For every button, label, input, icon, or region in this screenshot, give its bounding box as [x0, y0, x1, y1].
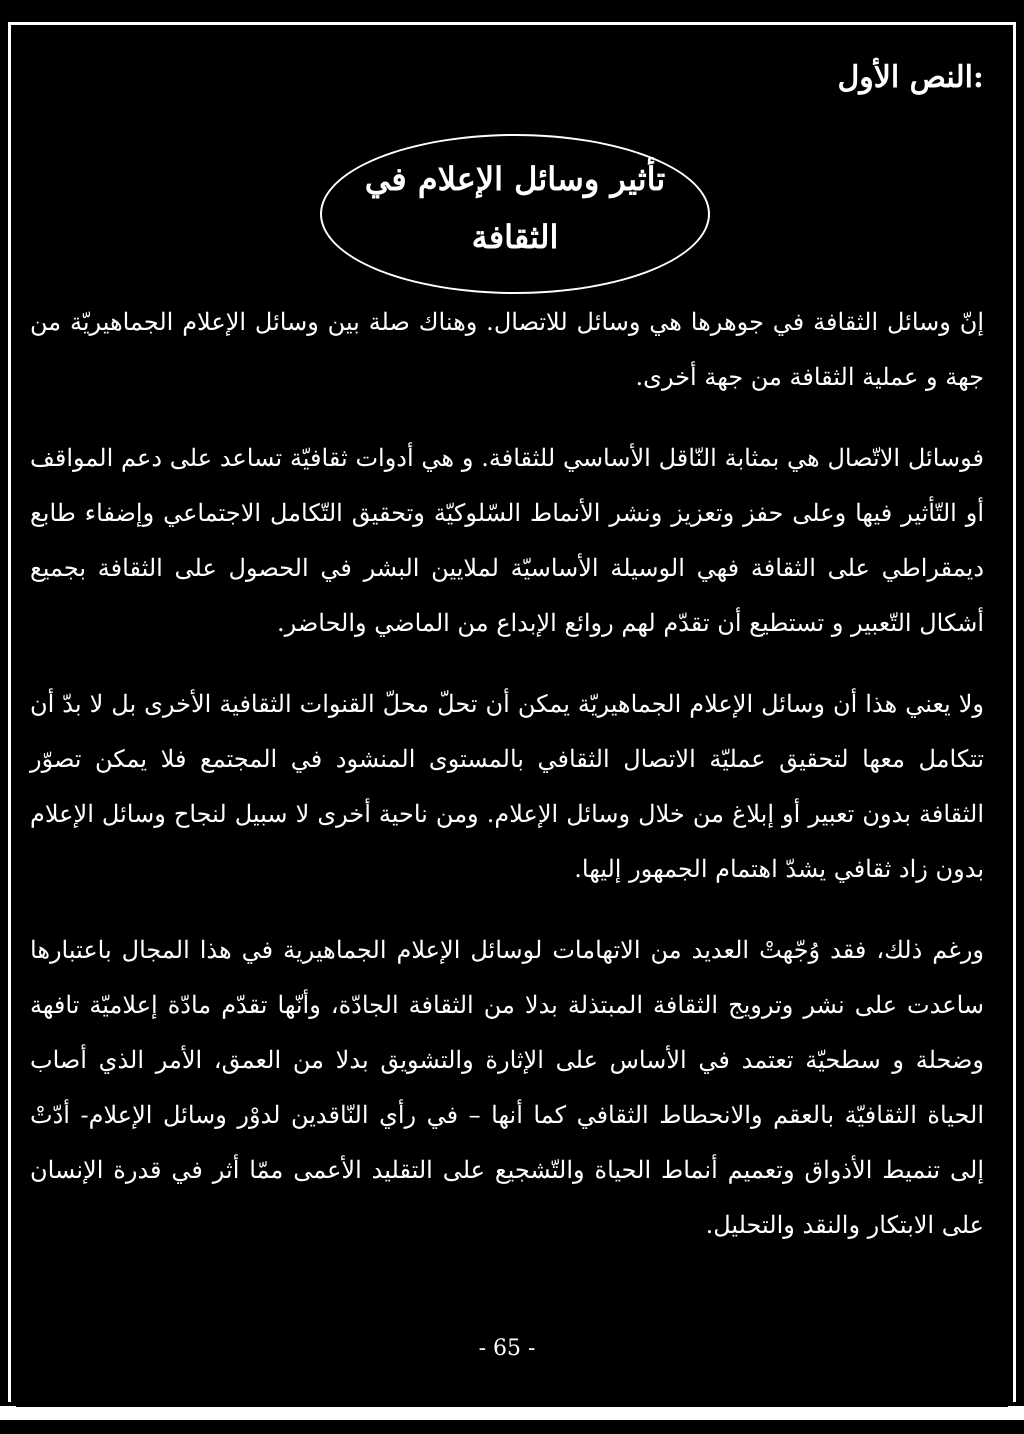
top-border-band [0, 0, 1024, 22]
paragraph-1: إنّ وسائل الثقافة في جوهرها هي وسائل للاتصال. وهناك صلة بين وسائل الإعلام الجماهيريّة من جهة و عملية الثقافة من جهة أخرى. [30, 308, 984, 391]
paragraph-3: ولا يعني هذا أن وسائل الإعلام الجماهيريّة يمكن أن تحلّ محلّ القنوات الثقافية الأخرى بل لا بدّ أن تتكامل معها لتحقيق عمليّة الاتصال الثقافي بالمستوى المنشود في المجتمع فلا يمكن تصوّر الثقافة بدون تعبير أو إبلاغ من خلال وسائل الإعلام. ومن ناحية أخرى لا سبيل لنجاح وسائل الإعلام بدون زاد ثقافي يشدّ اهتمام الجمهور إليها. [30, 690, 984, 883]
document-page [30, 40, 984, 1394]
left-border-line [8, 22, 11, 1402]
bottom-border-band [0, 1406, 1024, 1420]
right-border-line [1013, 22, 1016, 1402]
page-number: - 65 - [478, 1336, 536, 1361]
top-border-line [8, 22, 1016, 25]
paragraph-4: ورغم ذلك، فقد وُجّهتْ العديد من الاتهامات لوسائل الإعلام الجماهيرية في هذا المجال باعتبارها ساعدت على نشر وترويج الثقافة المبتذلة بدلا من الثقافة الجادّة، وأنّها تقدّم مادّة إعلاميّة تافهة وضحلة و سطحيّة تعتمد في الأساس على الإثارة والتشويق بدلا من العمق، الأمر الذي أصاب الحياة الثقافيّة بالعقم والانحطاط الثقافي كما أنها – في رأي النّاقدين لدوْر وسائل الإعلام- أدّتْ إلى تنميط الأذواق وتعميم أنماط الحياة والتّشجيع على التقليد الأعمى ممّا أثر في قدرة الإنسان على الابتكار والنقد والتحليل. [30, 936, 985, 1239]
bottom-border-inner-line [16, 1404, 1008, 1407]
title-line-1: تأثير وسائل الإعلام في [364, 160, 666, 198]
body-text [30, 295, 984, 1279]
title-line-2: الثقافة [471, 218, 559, 256]
paragraph-2: فوسائل الاتّصال هي بمثابة النّاقل الأساسي للثقافة. و هي أدوات ثقافيّة تساعد على دعم المواقف أو التّأثير فيها وعلى حفز وتعزيز ونشر الأنماط السّلوكيّة وتحقيق التّكامل الاجتماعي وإضفاء طابع ديمقراطي على الثقافة فهي الوسيلة الأساسيّة لملايين البشر في الحصول على الثقافة بجميع أشكال التّعبير و تستطيع أن تقدّم لهم روائع الإبداع من الماضي والحاضر. [30, 444, 984, 637]
document-title [320, 150, 710, 266]
section-label: :النص الأول [837, 60, 984, 95]
